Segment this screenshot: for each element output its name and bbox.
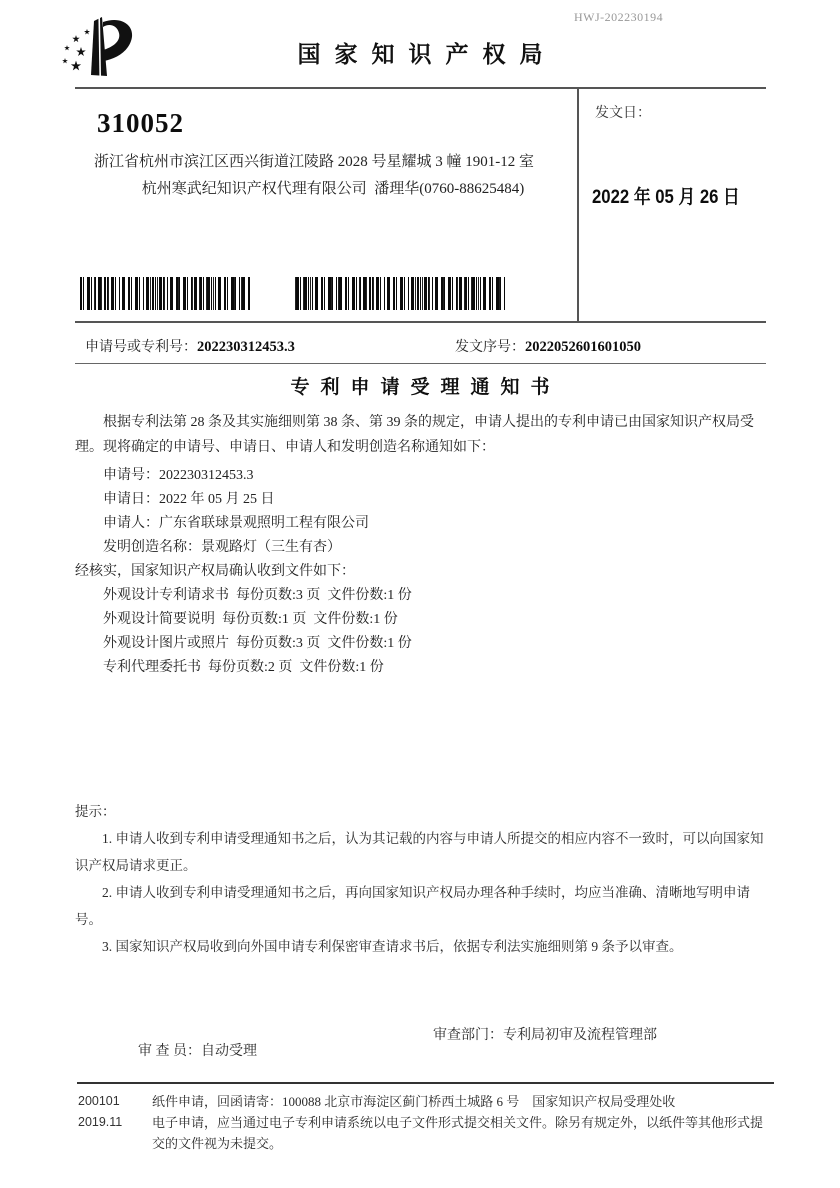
application-number-label: 申请号或专利号： bbox=[85, 340, 197, 355]
agency-title: 国家知识产权局 bbox=[297, 42, 557, 67]
tip-item-3: 3. 国家知识产权局收到向外国申请专利保密审查请求书后，依据专利法实施细则第 9 条予以审查。 bbox=[102, 939, 683, 954]
field-applicant bbox=[103, 512, 769, 536]
serial-number-label: 发文序号： bbox=[455, 340, 525, 355]
department-label: 审查部门： bbox=[433, 1028, 503, 1043]
tips-heading: 提示： bbox=[75, 804, 116, 819]
field-value: 景观路灯（三生有杏） bbox=[201, 540, 341, 555]
field-application-date bbox=[103, 488, 769, 512]
reference-divider bbox=[75, 363, 766, 364]
intro-paragraph: 根据专利法第 28 条及其实施细则第 38 条、第 39 条的规定，申请人提出的专利申请已由国家知识产权局受理。现将确定的申请号、申请日、申请人和发明创造名称通知如下： bbox=[75, 415, 754, 455]
tip-item-2: 2. 申请人收到专利申请受理通知书之后，再向国家知识产权局办理各种手续时，均应当准确、清晰地写明申请号。 bbox=[75, 885, 750, 927]
notice-body bbox=[75, 410, 769, 680]
application-fields bbox=[103, 464, 769, 560]
address-line-2: 杭州寒武纪知识产权代理有限公司 潘理华(0760-88625484) bbox=[141, 181, 525, 197]
tips-section bbox=[75, 799, 771, 960]
barcode-divider bbox=[75, 321, 766, 323]
examiner-value: 自动受理 bbox=[201, 1044, 257, 1059]
field-invention-title bbox=[103, 536, 769, 560]
received-documents-list bbox=[103, 584, 769, 680]
field-application-number bbox=[103, 464, 769, 488]
header-divider bbox=[75, 87, 766, 89]
vertical-divider bbox=[577, 88, 579, 322]
department-group bbox=[433, 1024, 657, 1044]
footer-code-1: 200101 bbox=[78, 1094, 120, 1108]
field-value: 2022 年 05 月 25 日 bbox=[159, 492, 275, 507]
field-label: 申请人： bbox=[103, 516, 159, 531]
application-number-value: 202230312453.3 bbox=[197, 339, 295, 355]
document-item: 外观设计简要说明 每份页数:1 页 文件份数:1 份 bbox=[103, 612, 398, 627]
department-value: 专利局初审及流程管理部 bbox=[503, 1028, 657, 1043]
document-item: 专利代理委托书 每份页数:2 页 文件份数:1 份 bbox=[103, 660, 384, 675]
footer-code-2: 2019.11 bbox=[78, 1115, 123, 1129]
field-value: 广东省联球景观照明工程有限公司 bbox=[159, 516, 369, 531]
footer-note-paper: 纸件申请，回函请寄：100088 北京市海淀区蓟门桥西土城路 6 号 国家知识产权局受理处收 bbox=[152, 1094, 676, 1109]
tip-item-1: 1. 申请人收到专利申请受理通知书之后，认为其记载的内容与申请人所提交的相应内容不一致时，可以向国家知识产权局请求更正。 bbox=[75, 831, 764, 873]
address-line-1: 浙江省杭州市滨江区西兴街道江陵路 2028 号星耀城 3 幢 1901-12 室 bbox=[94, 154, 534, 170]
serial-number-value: 2022052601601050 bbox=[525, 339, 641, 355]
postal-code: 310052 bbox=[97, 108, 184, 138]
received-intro: 经核实，国家知识产权局确认收到文件如下： bbox=[75, 564, 355, 579]
barcode-left-icon bbox=[80, 277, 251, 310]
footer-divider bbox=[77, 1082, 774, 1084]
document-item: 外观设计图片或照片 每份页数:3 页 文件份数:1 份 bbox=[103, 636, 412, 651]
application-number-group bbox=[85, 336, 295, 356]
dispatch-date-label: 发文日： bbox=[595, 106, 651, 121]
document-code: HWJ-202230194 bbox=[574, 10, 664, 24]
barcode-right-icon bbox=[294, 277, 505, 310]
field-label: 申请号： bbox=[103, 468, 159, 483]
field-label: 发明创造名称： bbox=[103, 540, 201, 555]
field-label: 申请日： bbox=[103, 492, 159, 507]
field-value: 202230312453.3 bbox=[159, 468, 254, 483]
footer-note-efiling: 电子申请，应当通过电子专利申请系统以电子文件形式提交相关文件。除另有规定外，以纸件等其他形式提交的文件视为未提交。 bbox=[152, 1115, 764, 1151]
serial-number-group bbox=[455, 336, 641, 356]
notice-title: 专利申请受理通知书 bbox=[290, 377, 561, 398]
examiner-label: 审 查 员： bbox=[138, 1044, 201, 1059]
footer-notes bbox=[78, 1091, 774, 1154]
document-item: 外观设计专利请求书 每份页数:3 页 文件份数:1 份 bbox=[103, 588, 412, 603]
examiner-group bbox=[117, 1024, 257, 1076]
recipient-address bbox=[94, 149, 572, 203]
dispatch-date-value: 2022 年 05 月 26 日 bbox=[592, 187, 740, 208]
